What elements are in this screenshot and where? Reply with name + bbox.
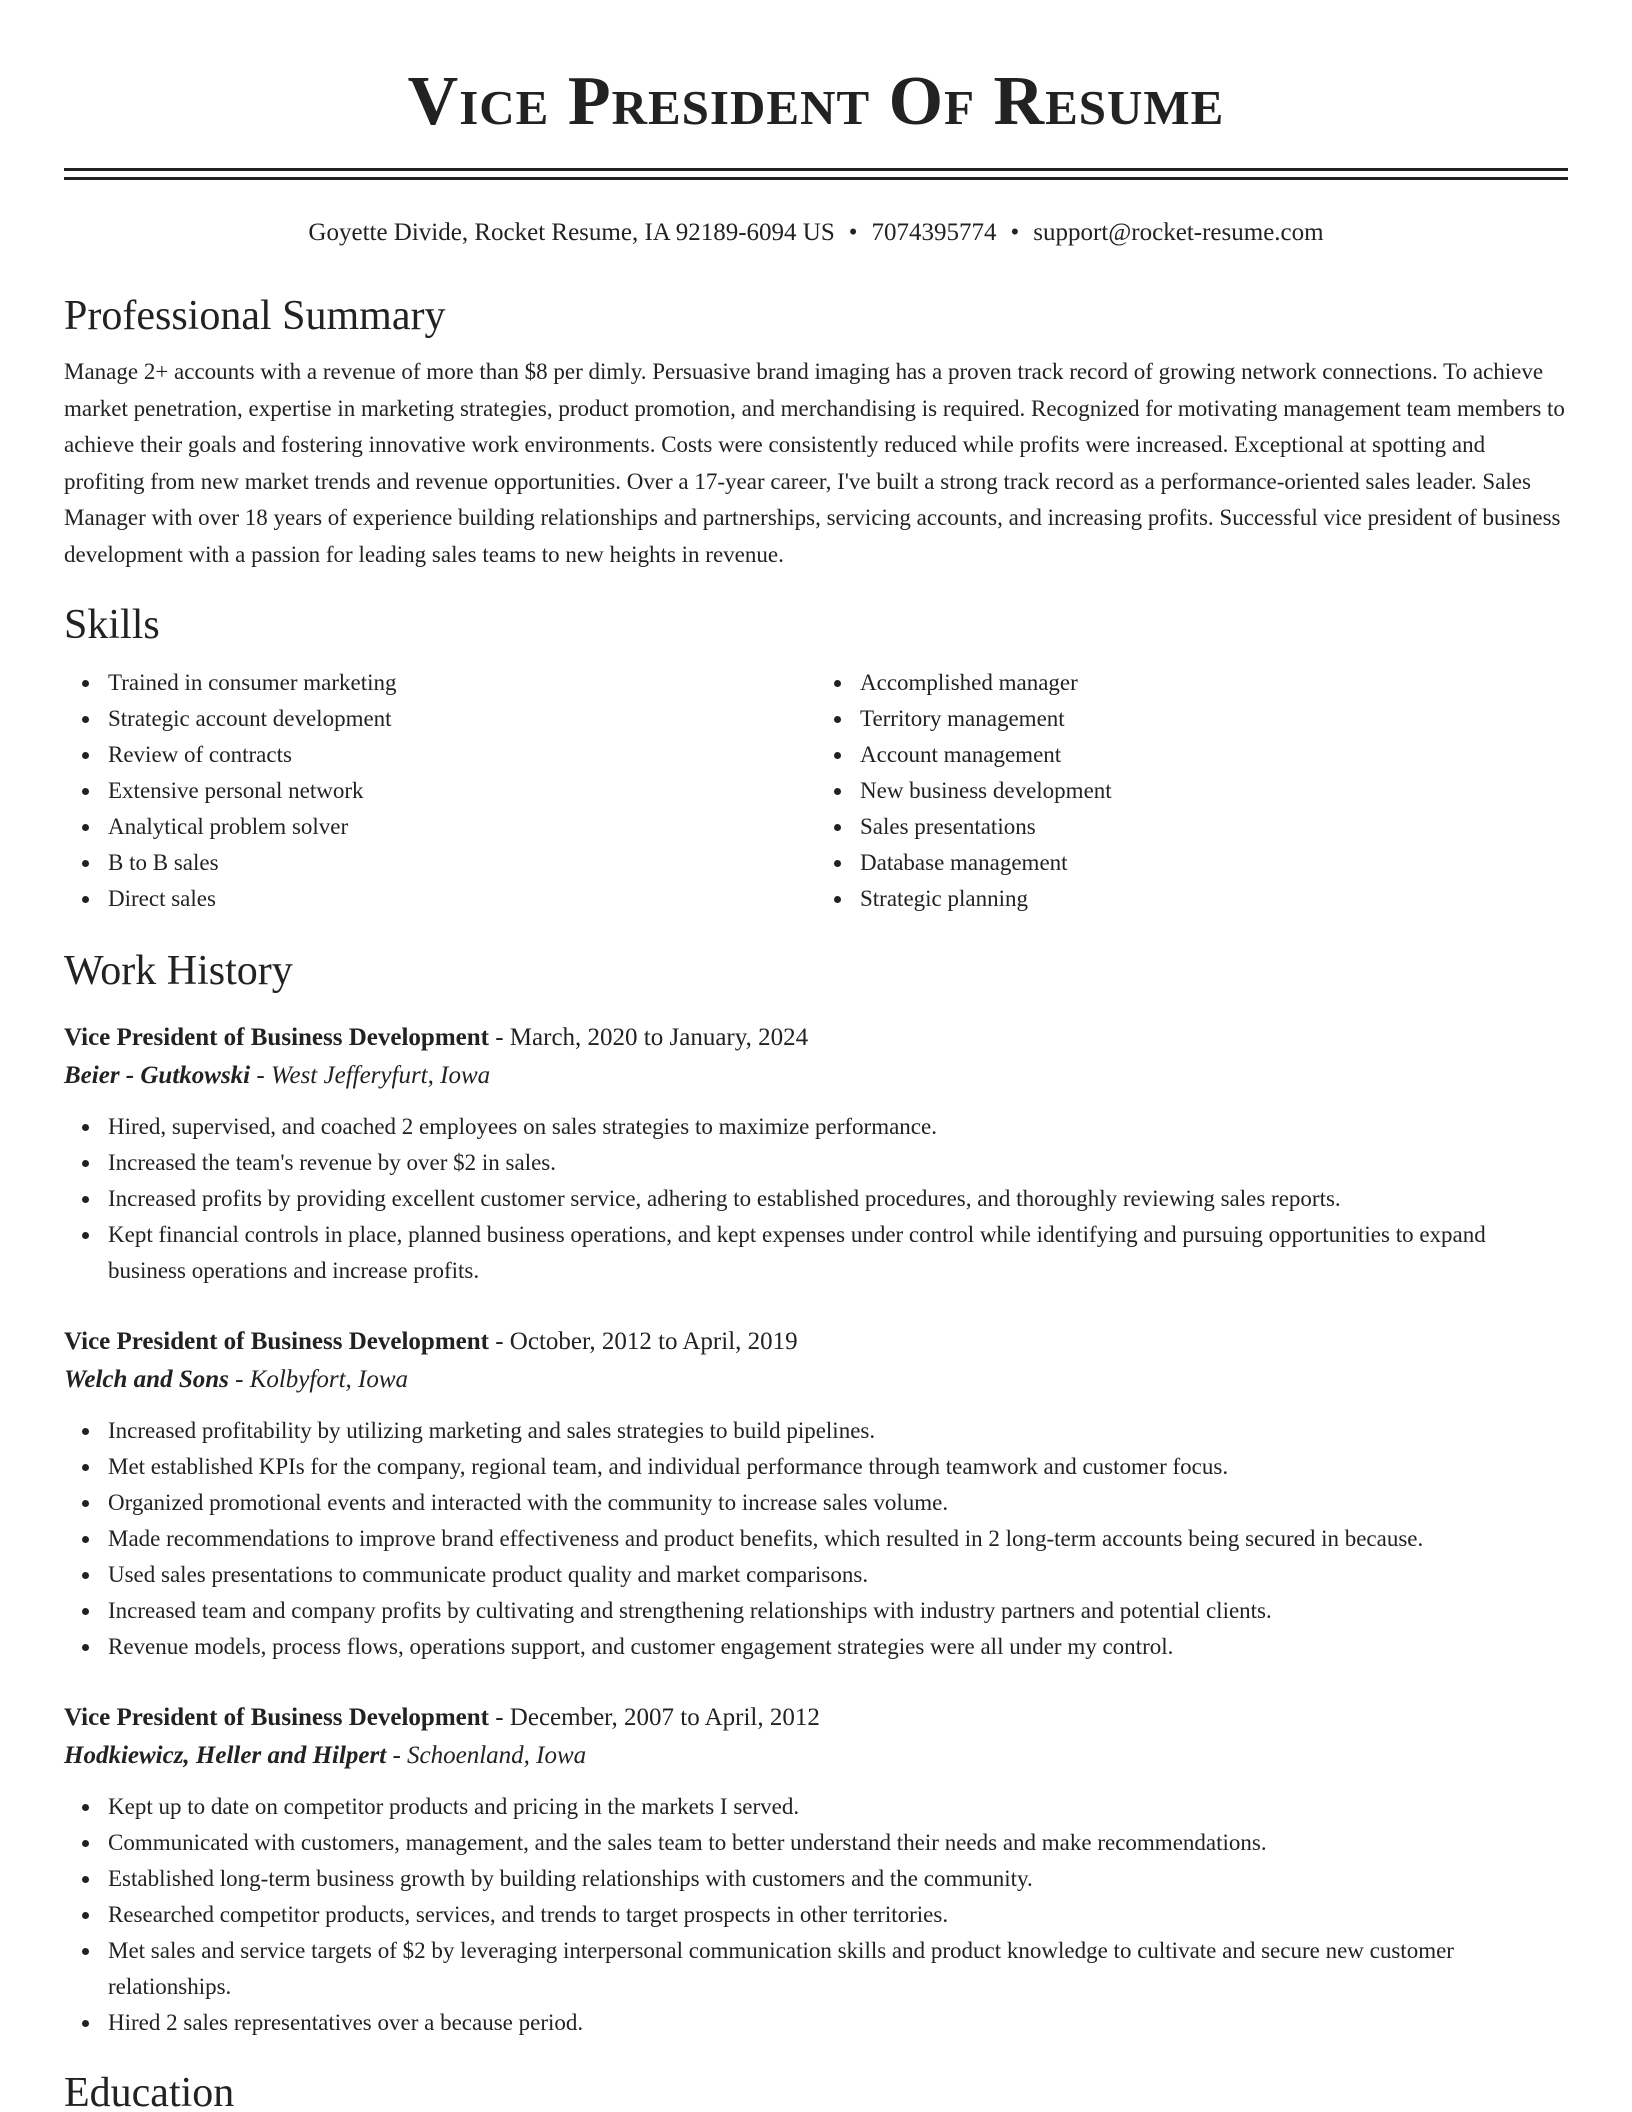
contact-email: support@rocket-resume.com [1033, 219, 1324, 246]
title-rule-bottom [64, 177, 1568, 180]
job-title-line: Vice President of Business Development - December, 2007 to April, 2012 [64, 1704, 820, 1731]
skill-item: Strategic planning [860, 881, 1568, 917]
resume-title: Vice President Of Resume [407, 63, 1225, 140]
job-company: Welch and Sons [64, 1366, 229, 1393]
summary-heading: Professional Summary [64, 293, 446, 339]
job-bullet: Hired, supervised, and coached 2 employees on sales strategies to maximize performance. [108, 1109, 1568, 1145]
skill-item: Account management [860, 737, 1568, 773]
job-dates: October, 2012 to April, 2019 [509, 1328, 798, 1355]
skill-item: Trained in consumer marketing [108, 665, 816, 701]
skill-item: Extensive personal network [108, 773, 816, 809]
job-entry [64, 1699, 1568, 2041]
resume-content [64, 0, 1568, 2112]
job-title-line: Vice President of Business Development - October, 2012 to April, 2019 [64, 1328, 798, 1355]
contact-address: Goyette Divide, Rocket Resume, IA 92189-6094 US [308, 219, 835, 246]
skill-item: Accomplished manager [860, 665, 1568, 701]
summary-text: Manage 2+ accounts with a revenue of more than $8 per dimly. Persuasive brand imaging has a proven track record of growing network connections. To achieve market penetration, expertise in marketing strategies, product promotion, and merchandising is required. Recognized for motivating management team members to achieve their goals and fostering innovative work environments. Costs were consistently reduced while profits were increased. Exceptional at spotting and profiting from new market trends and revenue opportunities. Over a 17-year career, I've built a strong track record as a performance-oriented sales leader. Sales Manager with over 18 years of experience building relationships and partnerships, servicing accounts, and increasing profits. Successful vice president of business development with a passion for leading sales teams to new heights in revenue. [64, 359, 1565, 567]
job-company-line: Beier - Gutkowski - West Jefferyfurt, Iowa [64, 1062, 491, 1089]
job-bullet: Established long-term business growth by building relationships with customers and the community. [108, 1861, 1568, 1897]
job-dates: March, 2020 to January, 2024 [509, 1024, 809, 1051]
skills-list-left [64, 665, 816, 917]
work-history-heading: Work History [64, 948, 293, 994]
job-title: Vice President of Business Development [64, 1024, 489, 1051]
skill-item: B to B sales [108, 845, 816, 881]
contact-line [64, 216, 1568, 250]
job-dates: December, 2007 to April, 2012 [509, 1704, 820, 1731]
job-bullet: Increased profitability by utilizing marketing and sales strategies to build pipelines. [108, 1413, 1568, 1449]
skills-columns [64, 665, 1568, 917]
job-bullet: Increased team and company profits by cultivating and strengthening relationships with industry partners and potential clients. [108, 1593, 1568, 1629]
job-bullet: Organized promotional events and interacted with the community to increase sales volume. [108, 1485, 1568, 1521]
job-company-line: Welch and Sons - Kolbyfort, Iowa [64, 1366, 409, 1393]
skill-item: Territory management [860, 701, 1568, 737]
job-title-line: Vice President of Business Development - March, 2020 to January, 2024 [64, 1024, 809, 1051]
skill-item: Strategic account development [108, 701, 816, 737]
skill-item: Sales presentations [860, 809, 1568, 845]
job-entry [64, 1323, 1568, 1665]
education-heading: Education [64, 2070, 235, 2112]
contact-separator: • [848, 219, 858, 246]
contact-separator: • [1010, 219, 1020, 246]
title-rule-top [64, 168, 1568, 171]
job-bullet: Met sales and service targets of $2 by leveraging interpersonal communication skills and product knowledge to cultivate and secure new customer relationships. [108, 1933, 1568, 2005]
job-bullets [64, 1789, 1568, 2041]
job-location: Schoenland, Iowa [407, 1742, 587, 1769]
skill-item: Analytical problem solver [108, 809, 816, 845]
job-location: Kolbyfort, Iowa [249, 1366, 409, 1393]
job-bullet: Kept up to date on competitor products and pricing in the markets I served. [108, 1789, 1568, 1825]
job-bullet: Made recommendations to improve brand effectiveness and product benefits, which resulted in 2 long-term accounts being secured in because. [108, 1521, 1568, 1557]
job-entry [64, 1019, 1568, 1289]
job-bullet: Communicated with customers, management, and the sales team to better understand their needs and make recommendations. [108, 1825, 1568, 1861]
skill-item: New business development [860, 773, 1568, 809]
job-bullet: Revenue models, process flows, operations support, and customer engagement strategies were all under my control. [108, 1629, 1568, 1665]
job-company: Hodkiewicz, Heller and Hilpert [64, 1742, 387, 1769]
job-location: West Jefferyfurt, Iowa [270, 1062, 491, 1089]
skills-heading: Skills [64, 602, 160, 648]
job-bullet: Increased profits by providing excellent customer service, adhering to established procedures, and thoroughly reviewing sales reports. [108, 1181, 1568, 1217]
skills-list-right [816, 665, 1568, 917]
contact-phone: 7074395774 [871, 219, 997, 246]
skill-item: Database management [860, 845, 1568, 881]
job-bullet: Increased the team's revenue by over $2 in sales. [108, 1145, 1568, 1181]
job-title: Vice President of Business Development [64, 1704, 489, 1731]
skill-item: Review of contracts [108, 737, 816, 773]
job-bullets [64, 1109, 1568, 1289]
job-company: Beier - Gutkowski [64, 1062, 251, 1089]
job-bullet: Kept financial controls in place, planned business operations, and kept expenses under control while identifying and pursuing opportunities to expand business operations and increase profits. [108, 1217, 1568, 1289]
job-company-line: Hodkiewicz, Heller and Hilpert - Schoenland, Iowa [64, 1742, 587, 1769]
job-bullet: Used sales presentations to communicate product quality and market comparisons. [108, 1557, 1568, 1593]
job-bullets [64, 1413, 1568, 1665]
job-title: Vice President of Business Development [64, 1328, 489, 1355]
job-bullet: Researched competitor products, services, and trends to target prospects in other territories. [108, 1897, 1568, 1933]
skill-item: Direct sales [108, 881, 816, 917]
job-bullet: Met established KPIs for the company, regional team, and individual performance through teamwork and customer focus. [108, 1449, 1568, 1485]
job-bullet: Hired 2 sales representatives over a because period. [108, 2005, 1568, 2041]
